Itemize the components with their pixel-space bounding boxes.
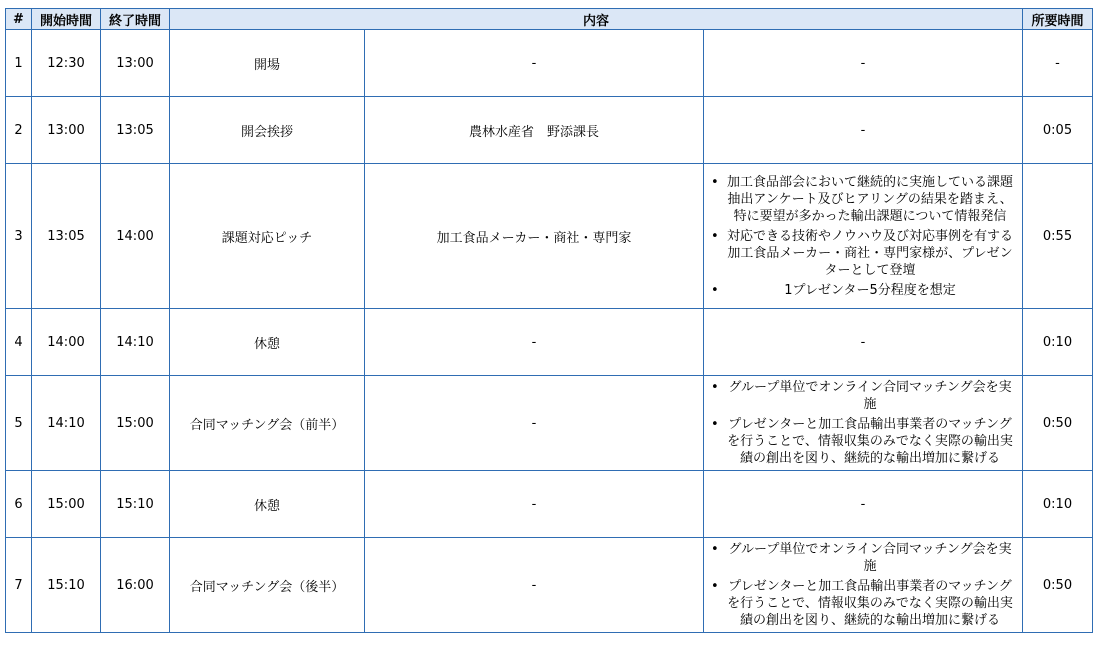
table-row [6,376,1093,471]
table-row [6,309,1093,376]
details-cell [704,164,1023,309]
table-row [6,538,1093,633]
details-cell: - [704,309,1023,376]
details-list [708,541,1018,629]
detail-item: • 対応できる技術やノウハウ及び対応事例を有する加工食品メーカー・商社・専門家様が、プレゼンターとして登壇 [722,228,1018,279]
header-content: 内容 [170,9,1023,30]
details-cell [704,538,1023,633]
row-number: 7 [6,538,32,633]
end-time: 15:00 [101,376,170,471]
row-number: 6 [6,471,32,538]
header-row [6,9,1093,30]
header-num: # [6,9,32,30]
duration: 0:55 [1023,164,1093,309]
session-title: 課題対応ピッチ [170,164,365,309]
duration: 0:50 [1023,538,1093,633]
end-time: 13:00 [101,30,170,97]
session-title: 休憩 [170,471,365,538]
detail-item: • 加工食品部会において継続的に実施している課題抽出アンケート及びヒアリングの結果を踏まえ、特に要望が多かった輸出課題について情報発信 [722,174,1018,225]
start-time: 13:00 [32,97,101,164]
speaker: 加工食品メーカー・商社・専門家 [365,164,704,309]
details-list [708,379,1018,467]
schedule-table [5,8,1093,633]
row-number: 4 [6,309,32,376]
end-time: 14:00 [101,164,170,309]
session-title: 休憩 [170,309,365,376]
row-number: 5 [6,376,32,471]
end-time: 14:10 [101,309,170,376]
detail-item: • 1プレゼンター5分程度を想定 [722,282,1018,299]
start-time: 15:10 [32,538,101,633]
end-time: 16:00 [101,538,170,633]
duration: 0:10 [1023,471,1093,538]
table-row [6,30,1093,97]
detail-item: • グループ単位でオンライン合同マッチング会を実施 [722,379,1018,413]
detail-item: • グループ単位でオンライン合同マッチング会を実施 [722,541,1018,575]
details-cell [704,376,1023,471]
details-list [708,174,1018,299]
header-start-time: 開始時間 [32,9,101,30]
detail-item: • プレゼンターと加工食品輸出事業者のマッチングを行うことで、情報収集のみでなく実際の輸出実績の創出を図り、継続的な輸出増加に繋げる [722,416,1018,467]
duration: - [1023,30,1093,97]
session-title: 開場 [170,30,365,97]
session-title: 合同マッチング会（後半） [170,538,365,633]
speaker: - [365,471,704,538]
row-number: 3 [6,164,32,309]
start-time: 13:05 [32,164,101,309]
speaker: - [365,309,704,376]
duration: 0:10 [1023,309,1093,376]
table-row [6,97,1093,164]
detail-item: • プレゼンターと加工食品輸出事業者のマッチングを行うことで、情報収集のみでなく実際の輸出実績の創出を図り、継続的な輸出増加に繋げる [722,578,1018,629]
header-duration: 所要時間 [1023,9,1093,30]
duration: 0:50 [1023,376,1093,471]
session-title: 合同マッチング会（前半） [170,376,365,471]
speaker: 農林水産省 野添課長 [365,97,704,164]
start-time: 14:00 [32,309,101,376]
details-cell: - [704,471,1023,538]
speaker: - [365,538,704,633]
end-time: 13:05 [101,97,170,164]
header-end-time: 終了時間 [101,9,170,30]
details-cell: - [704,30,1023,97]
details-cell: - [704,97,1023,164]
table-row [6,471,1093,538]
end-time: 15:10 [101,471,170,538]
session-title: 開会挨拶 [170,97,365,164]
speaker: - [365,376,704,471]
row-number: 2 [6,97,32,164]
start-time: 14:10 [32,376,101,471]
row-number: 1 [6,30,32,97]
start-time: 15:00 [32,471,101,538]
duration: 0:05 [1023,97,1093,164]
table-row [6,164,1093,309]
start-time: 12:30 [32,30,101,97]
speaker: - [365,30,704,97]
